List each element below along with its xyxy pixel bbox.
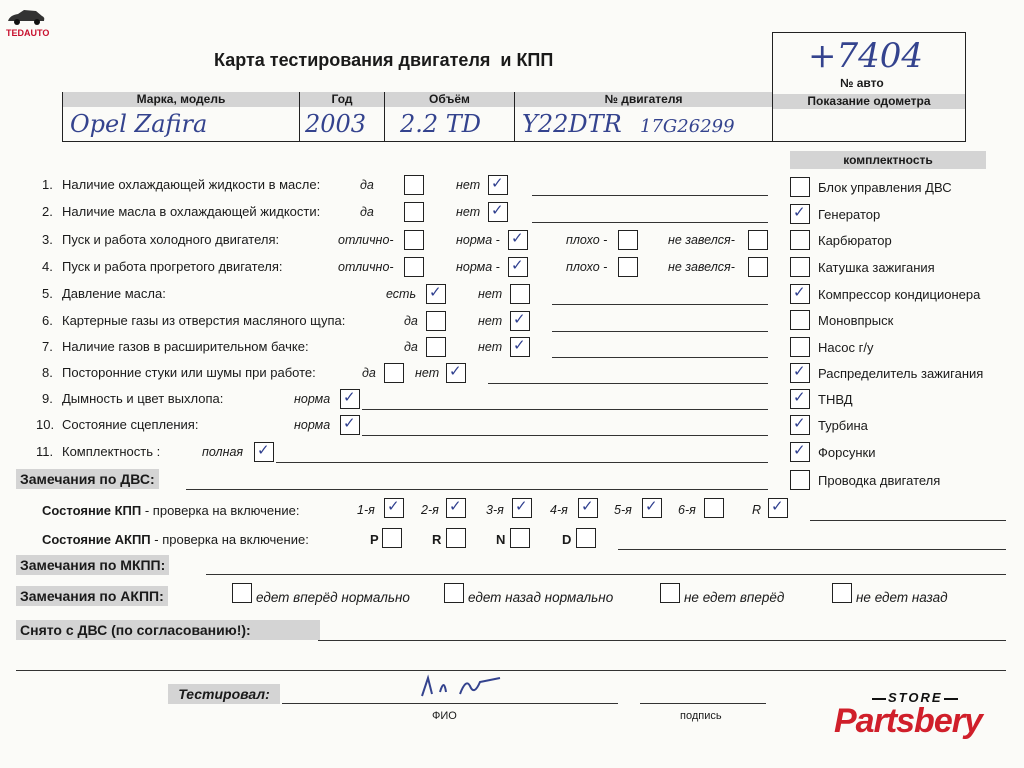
completeness-label: Компрессор кондиционера [818, 287, 981, 302]
checklist-text: Комплектность : [62, 444, 161, 459]
engine-code-value: Y22DTR [522, 110, 622, 138]
akpp-position-label: D [562, 532, 572, 547]
tedauto-logo [4, 8, 48, 38]
volume-value: 2.2 TD [400, 110, 482, 138]
checklist-no: 9. [42, 391, 53, 406]
completeness-header: комплектность [790, 151, 986, 169]
tested-label: Тестировал: [168, 684, 280, 704]
akpp-position-checkbox[interactable] [576, 528, 596, 548]
completeness-checkbox-check: ✓ [793, 203, 806, 221]
completeness-checkbox-check: ✓ [793, 441, 806, 459]
gear-checkbox-check: ✓ [771, 497, 784, 515]
option-checkbox[interactable] [426, 311, 446, 331]
answer-line [552, 304, 768, 305]
gear-label: 6-я [678, 503, 696, 517]
option-checkbox-check: ✓ [257, 441, 270, 459]
completeness-label: Карбюратор [818, 233, 892, 248]
gear-checkbox[interactable] [704, 498, 724, 518]
option-label: норма [294, 418, 331, 432]
completeness-label: Турбина [818, 418, 868, 433]
engine-remarks-label: Замечания по ДВС: [16, 469, 159, 489]
option-label: нет [478, 287, 503, 301]
option-label: не завелся- [668, 233, 735, 247]
option-label: плохо - [566, 260, 608, 274]
option-label: нет [456, 205, 481, 219]
kpp-label-rest: - проверка на включение: [141, 503, 300, 518]
akpp-label [42, 532, 309, 547]
answer-line [552, 331, 768, 332]
engine-serial-value: 17G26299 [640, 116, 735, 137]
fio-label: ФИО [432, 710, 457, 722]
akpp-remark-checkbox[interactable] [232, 583, 252, 603]
option-label: да [362, 366, 376, 380]
completeness-label: Насос г/у [818, 340, 874, 355]
completeness-checkbox[interactable] [790, 470, 810, 490]
checklist-no: 1. [42, 177, 53, 192]
year-header: Год [300, 92, 384, 107]
akpp-position-checkbox[interactable] [446, 528, 466, 548]
checklist-no: 5. [42, 286, 53, 301]
option-checkbox[interactable] [404, 202, 424, 222]
akpp-remark-label: едет вперёд нормально [256, 590, 410, 605]
option-label: есть [386, 287, 417, 301]
checklist-no: 6. [42, 313, 53, 328]
gear-label: 1-я [357, 503, 375, 517]
completeness-label: Форсунки [818, 445, 876, 460]
akpp-position-checkbox[interactable] [510, 528, 530, 548]
option-checkbox[interactable] [404, 175, 424, 195]
gear-label: R [752, 503, 762, 517]
volume-header: Объём [385, 92, 514, 107]
option-checkbox-check: ✓ [343, 414, 356, 432]
gear-checkbox-check: ✓ [449, 497, 462, 515]
akpp-remark-label: не едет назад [856, 590, 948, 605]
option-label: нет [478, 314, 503, 328]
checklist-text: Пуск и работа холодного двигателя: [62, 232, 280, 247]
option-checkbox-check: ✓ [491, 174, 504, 192]
option-checkbox[interactable] [404, 257, 424, 277]
store-text: STORE [888, 690, 943, 705]
completeness-label: Распределитель зажигания [818, 366, 984, 381]
answer-line [362, 435, 768, 436]
option-label: не завелся- [668, 260, 735, 274]
page-title: Карта тестирования двигателя и КПП [214, 50, 554, 70]
answer-line [362, 409, 768, 410]
akpp-position-checkbox[interactable] [382, 528, 402, 548]
option-checkbox[interactable] [384, 363, 404, 383]
completeness-label: ТНВД [818, 392, 853, 407]
akpp-position-label: P [370, 532, 379, 547]
engine-no-header: № двигателя [515, 92, 772, 107]
option-label: нет [478, 340, 503, 354]
option-checkbox-check: ✓ [513, 310, 526, 328]
option-label: полная [202, 445, 244, 459]
checklist-text: Давление масла: [62, 286, 166, 301]
completeness-label: Катушка зажигания [818, 260, 935, 275]
gear-checkbox-check: ✓ [645, 497, 658, 515]
checklist-text: Посторонние стуки или шумы при работе: [62, 365, 316, 380]
option-checkbox[interactable] [618, 257, 638, 277]
akpp-remark-checkbox[interactable] [660, 583, 680, 603]
completeness-checkbox-check: ✓ [793, 362, 806, 380]
option-checkbox-check: ✓ [491, 201, 504, 219]
answer-line [532, 195, 768, 196]
stamp-number: +7404 [808, 36, 924, 76]
option-checkbox[interactable] [404, 230, 424, 250]
checklist-text: Наличие охлаждающей жидкости в масле: [62, 177, 321, 192]
signature-label: подпись [680, 710, 722, 722]
completeness-checkbox[interactable] [790, 310, 810, 330]
gear-label: 4-я [550, 503, 568, 517]
akpp-label-rest: - проверка на включение: [150, 532, 309, 547]
year-value: 2003 [305, 110, 367, 138]
completeness-checkbox-check: ✓ [793, 283, 806, 301]
completeness-label: Моновпрыск [818, 313, 894, 328]
odometer-header: Показание одометра [773, 94, 965, 109]
akpp-remark-checkbox[interactable] [832, 583, 852, 603]
option-label: отлично- [338, 233, 394, 247]
completeness-label: Генератор [818, 207, 881, 222]
kpp-label [42, 503, 299, 518]
completeness-checkbox[interactable] [790, 177, 810, 197]
akpp-remark-label: не едет вперёд [684, 590, 785, 605]
option-checkbox[interactable] [510, 284, 530, 304]
option-label: да [360, 178, 374, 192]
option-checkbox-check: ✓ [511, 229, 524, 247]
checklist-no: 3. [42, 232, 53, 247]
answer-line [532, 222, 768, 223]
akpp-position-label: N [496, 532, 506, 547]
completeness-label: Блок управления ДВС [818, 180, 952, 195]
option-label: норма - [456, 260, 500, 274]
option-checkbox-check: ✓ [429, 283, 442, 301]
option-label: плохо - [566, 233, 608, 247]
checklist-no: 2. [42, 204, 53, 219]
gear-checkbox-check: ✓ [581, 497, 594, 515]
car-icon [6, 8, 46, 26]
option-checkbox[interactable] [426, 337, 446, 357]
handwritten-signature [420, 672, 510, 702]
checklist-text: Наличие газов в расширительном бачке: [62, 339, 309, 354]
option-label: нет [415, 366, 440, 380]
option-label: норма [294, 392, 331, 406]
kpp-label-bold: Состояние КПП [42, 503, 142, 518]
partsbery-text: Partsbery [834, 702, 982, 740]
akpp-remark-checkbox[interactable] [444, 583, 464, 603]
completeness-checkbox-check: ✓ [793, 414, 806, 432]
checklist-no: 4. [42, 259, 53, 274]
completeness-checkbox[interactable] [790, 230, 810, 250]
gear-label: 3-я [486, 503, 504, 517]
option-label: нет [456, 178, 481, 192]
checklist-no: 11. [36, 444, 54, 459]
gear-checkbox-check: ✓ [387, 497, 400, 515]
akpp-label-bold: Состояние АКПП [42, 532, 151, 547]
answer-line [488, 383, 768, 384]
option-checkbox[interactable] [618, 230, 638, 250]
checklist-no: 8. [42, 365, 53, 380]
checklist-text: Состояние сцепления: [62, 417, 199, 432]
option-label: да [404, 314, 418, 328]
checklist-text: Картерные газы из отверстия масляного щупа: [62, 313, 346, 328]
model-header: Марка, модель [63, 92, 299, 107]
removed-label: Снято с ДВС (по согласованию!): [16, 620, 320, 640]
gear-label: 2-я [421, 503, 439, 517]
answer-line [276, 462, 768, 463]
option-checkbox[interactable] [748, 230, 768, 250]
akpp-remark-label: едет назад нормально [468, 590, 614, 605]
option-label: да [360, 205, 374, 219]
option-checkbox-check: ✓ [511, 256, 524, 274]
model-value: Opel Zafira [70, 110, 208, 138]
tedauto-text: TEDAUTO [6, 28, 50, 38]
checklist-text: Пуск и работа прогретого двигателя: [62, 259, 283, 274]
gear-checkbox-check: ✓ [515, 497, 528, 515]
partsbery-logo [832, 688, 1012, 748]
completeness-checkbox-check: ✓ [793, 388, 806, 406]
option-label: отлично- [338, 260, 394, 274]
option-checkbox[interactable] [748, 257, 768, 277]
option-checkbox-check: ✓ [513, 336, 526, 354]
mkpp-remarks-label: Замечания по МКПП: [16, 555, 169, 575]
akpp-remarks-label: Замечания по АКПП: [16, 586, 168, 606]
gear-label: 5-я [614, 503, 632, 517]
option-label: да [404, 340, 418, 354]
checklist-no: 10. [36, 417, 55, 432]
option-label: норма - [456, 233, 500, 247]
option-checkbox-check: ✓ [449, 362, 462, 380]
checklist-text: Наличие масла в охлаждающей жидкости: [62, 204, 321, 219]
answer-line [552, 357, 768, 358]
checklist-no: 7. [42, 339, 53, 354]
option-checkbox-check: ✓ [343, 388, 356, 406]
akpp-position-label: R [432, 532, 442, 547]
auto-no-label: № авто [840, 76, 884, 90]
completeness-checkbox[interactable] [790, 257, 810, 277]
checklist-text: Дымность и цвет выхлопа: [62, 391, 224, 406]
completeness-label: Проводка двигателя [818, 473, 941, 488]
completeness-checkbox[interactable] [790, 337, 810, 357]
